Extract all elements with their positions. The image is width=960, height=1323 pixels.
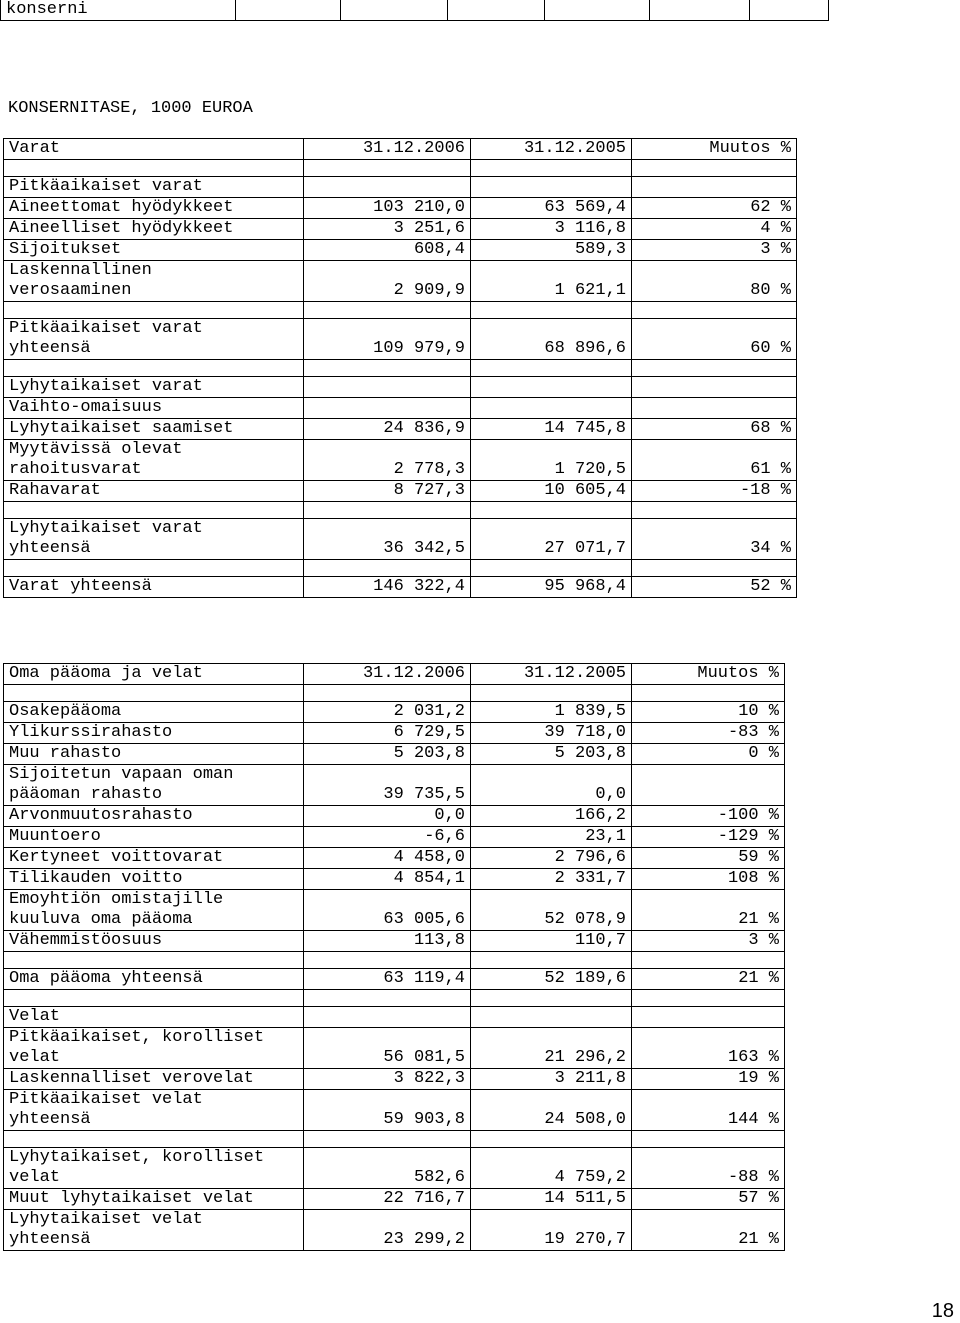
row-value: 52 189,6	[471, 969, 632, 990]
row-value: 24 836,9	[304, 419, 471, 440]
table-row	[4, 198, 797, 219]
blank-cell	[471, 685, 632, 702]
row-value: 80 %	[632, 261, 797, 302]
top-bar-cell	[750, 0, 829, 21]
row-value: 163 %	[632, 1028, 785, 1069]
table-row	[4, 261, 797, 302]
row-value: -88 %	[632, 1148, 785, 1189]
row-value: 0,0	[304, 806, 471, 827]
row-value: 61 %	[632, 440, 797, 481]
blank-cell	[304, 160, 471, 177]
assets-header-cell: Muutos %	[632, 139, 797, 160]
row-value: 5 203,8	[471, 744, 632, 765]
table-row	[4, 519, 797, 560]
row-value: 68 %	[632, 419, 797, 440]
row-label: Pitkäaikaiset velat yhteensä	[4, 1090, 304, 1131]
table-row	[4, 240, 797, 261]
table-row	[4, 398, 797, 419]
row-value: 4 759,2	[471, 1148, 632, 1189]
row-label: Ylikurssirahasto	[4, 723, 304, 744]
row-value: 3 822,3	[304, 1069, 471, 1090]
row-value	[304, 177, 471, 198]
row-value	[471, 398, 632, 419]
row-value	[632, 398, 797, 419]
top-bar-label: konserni	[1, 0, 236, 21]
row-label: Sijoitetun vapaan oman pääoman rahasto	[4, 765, 304, 806]
row-label: Lyhytaikaiset varat	[4, 377, 304, 398]
row-value: 144 %	[632, 1090, 785, 1131]
row-value: 589,3	[471, 240, 632, 261]
row-value: 608,4	[304, 240, 471, 261]
blank-cell	[304, 502, 471, 519]
blank-row	[4, 1131, 785, 1148]
row-value	[632, 765, 785, 806]
row-label: Rahavarat	[4, 481, 304, 502]
blank-row	[4, 360, 797, 377]
top-bar-cell	[650, 0, 750, 21]
blank-cell	[304, 560, 471, 577]
row-label: Varat yhteensä	[4, 577, 304, 598]
row-value: 2 331,7	[471, 869, 632, 890]
row-value: 21 %	[632, 1210, 785, 1251]
page-number: 18	[931, 1300, 954, 1322]
table-row	[4, 744, 785, 765]
blank-cell	[4, 560, 304, 577]
row-label: Muut lyhytaikaiset velat	[4, 1189, 304, 1210]
table-row	[4, 723, 785, 744]
row-value: 4 %	[632, 219, 797, 240]
table-row	[4, 869, 785, 890]
blank-cell	[4, 302, 304, 319]
row-value: 582,6	[304, 1148, 471, 1189]
table-row	[4, 1189, 785, 1210]
table-row	[4, 177, 797, 198]
row-label: Osakepääoma	[4, 702, 304, 723]
equity-tbody	[4, 664, 785, 1251]
row-value: 6 729,5	[304, 723, 471, 744]
row-value: 113,8	[304, 931, 471, 952]
row-value: 62 %	[632, 198, 797, 219]
row-value: 5 203,8	[304, 744, 471, 765]
table-row	[4, 1090, 785, 1131]
blank-row	[4, 160, 797, 177]
row-value: 146 322,4	[304, 577, 471, 598]
table-row	[4, 440, 797, 481]
row-value	[471, 1007, 632, 1028]
table-row	[4, 377, 797, 398]
blank-cell	[304, 990, 471, 1007]
row-value: 60 %	[632, 319, 797, 360]
row-value: 109 979,9	[304, 319, 471, 360]
blank-cell	[632, 360, 797, 377]
table-row	[4, 577, 797, 598]
row-value: 34 %	[632, 519, 797, 560]
table-row	[4, 419, 797, 440]
blank-cell	[304, 360, 471, 377]
row-value	[304, 377, 471, 398]
blank-row	[4, 685, 785, 702]
row-value: 19 %	[632, 1069, 785, 1090]
row-value: 3 251,6	[304, 219, 471, 240]
row-value: 14 511,5	[471, 1189, 632, 1210]
table-row	[4, 806, 785, 827]
row-value: 57 %	[632, 1189, 785, 1210]
blank-cell	[632, 302, 797, 319]
row-value: 4 458,0	[304, 848, 471, 869]
assets-header-cell: Varat	[4, 139, 304, 160]
blank-cell	[4, 160, 304, 177]
table-row	[4, 969, 785, 990]
row-value: 8 727,3	[304, 481, 471, 502]
blank-cell	[632, 685, 785, 702]
row-value: 95 968,4	[471, 577, 632, 598]
blank-cell	[471, 360, 632, 377]
blank-row	[4, 502, 797, 519]
row-label: Tilikauden voitto	[4, 869, 304, 890]
row-value: 24 508,0	[471, 1090, 632, 1131]
row-label: Laskennallinen verosaaminen	[4, 261, 304, 302]
row-label: Pitkäaikaiset, korolliset velat	[4, 1028, 304, 1069]
row-value: 3 211,8	[471, 1069, 632, 1090]
row-label: Pitkäaikaiset varat	[4, 177, 304, 198]
blank-row	[4, 952, 785, 969]
blank-cell	[471, 302, 632, 319]
equity-header-cell: Oma pääoma ja velat	[4, 664, 304, 685]
row-value: 0,0	[471, 765, 632, 806]
blank-row	[4, 560, 797, 577]
row-value: 39 718,0	[471, 723, 632, 744]
blank-cell	[4, 990, 304, 1007]
row-value: 10 605,4	[471, 481, 632, 502]
row-value: 21 %	[632, 969, 785, 990]
row-value: 2 031,2	[304, 702, 471, 723]
row-value: 36 342,5	[304, 519, 471, 560]
blank-cell	[304, 685, 471, 702]
row-value: 3 %	[632, 240, 797, 261]
row-label: Velat	[4, 1007, 304, 1028]
row-value: 4 854,1	[304, 869, 471, 890]
top-bar-cell	[448, 0, 545, 21]
blank-cell	[632, 502, 797, 519]
top-bar-cell	[545, 0, 650, 21]
row-value: 56 081,5	[304, 1028, 471, 1069]
row-value: -6,6	[304, 827, 471, 848]
blank-cell	[632, 1131, 785, 1148]
row-value: 27 071,7	[471, 519, 632, 560]
assets-tbody	[4, 139, 797, 598]
row-value: 1 839,5	[471, 702, 632, 723]
equity-table	[3, 663, 785, 1251]
row-value: -83 %	[632, 723, 785, 744]
row-value: 22 716,7	[304, 1189, 471, 1210]
row-value: -18 %	[632, 481, 797, 502]
row-value: 2 909,9	[304, 261, 471, 302]
row-value: 63 005,6	[304, 890, 471, 931]
row-value	[632, 1007, 785, 1028]
assets-header-row	[4, 139, 797, 160]
row-value: 1 621,1	[471, 261, 632, 302]
row-label: Lyhytaikaiset, korolliset velat	[4, 1148, 304, 1189]
row-label: Lyhytaikaiset varat yhteensä	[4, 519, 304, 560]
row-label: Muu rahasto	[4, 744, 304, 765]
row-label: Muuntoero	[4, 827, 304, 848]
table-row	[4, 219, 797, 240]
assets-header-cell: 31.12.2006	[304, 139, 471, 160]
assets-table	[3, 138, 797, 598]
row-value: 166,2	[471, 806, 632, 827]
row-value: 39 735,5	[304, 765, 471, 806]
row-value: 10 %	[632, 702, 785, 723]
blank-cell	[471, 1131, 632, 1148]
row-value	[304, 398, 471, 419]
blank-cell	[471, 160, 632, 177]
blank-row	[4, 990, 785, 1007]
row-value: 110,7	[471, 931, 632, 952]
row-value: 63 119,4	[304, 969, 471, 990]
table-row	[4, 702, 785, 723]
table-row	[4, 765, 785, 806]
blank-cell	[632, 952, 785, 969]
blank-cell	[304, 302, 471, 319]
row-label: Laskennalliset verovelat	[4, 1069, 304, 1090]
blank-cell	[4, 360, 304, 377]
row-label: Lyhytaikaiset velat yhteensä	[4, 1210, 304, 1251]
row-label: Arvonmuutosrahasto	[4, 806, 304, 827]
row-label: Vaihto-omaisuus	[4, 398, 304, 419]
row-label: Emoyhtiön omistajille kuuluva oma pääoma	[4, 890, 304, 931]
row-value: -100 %	[632, 806, 785, 827]
table-row	[4, 1210, 785, 1251]
blank-cell	[4, 685, 304, 702]
equity-header-cell: 31.12.2006	[304, 664, 471, 685]
blank-cell	[632, 560, 797, 577]
blank-cell	[471, 990, 632, 1007]
blank-cell	[471, 952, 632, 969]
row-value: 63 569,4	[471, 198, 632, 219]
table-row	[4, 1028, 785, 1069]
row-value: 2 778,3	[304, 440, 471, 481]
equity-header-cell: Muutos %	[632, 664, 785, 685]
row-value: 3 %	[632, 931, 785, 952]
table-row	[4, 481, 797, 502]
row-label: Myytävissä olevat rahoitusvarat	[4, 440, 304, 481]
row-value	[632, 377, 797, 398]
equity-header-row	[4, 664, 785, 685]
row-value	[632, 177, 797, 198]
blank-cell	[4, 1131, 304, 1148]
row-label: Sijoitukset	[4, 240, 304, 261]
table-row	[4, 319, 797, 360]
row-label: Oma pääoma yhteensä	[4, 969, 304, 990]
table-row	[4, 1007, 785, 1028]
row-value: 19 270,7	[471, 1210, 632, 1251]
row-value: 0 %	[632, 744, 785, 765]
row-value: -129 %	[632, 827, 785, 848]
table-row	[4, 931, 785, 952]
row-value: 21 296,2	[471, 1028, 632, 1069]
assets-header-cell: 31.12.2005	[471, 139, 632, 160]
blank-cell	[4, 952, 304, 969]
row-value: 23 299,2	[304, 1210, 471, 1251]
table-row	[4, 1148, 785, 1189]
blank-cell	[632, 160, 797, 177]
table-row	[4, 890, 785, 931]
row-value: 68 896,6	[471, 319, 632, 360]
row-value	[471, 377, 632, 398]
equity-header-cell: 31.12.2005	[471, 664, 632, 685]
blank-row	[4, 302, 797, 319]
page-heading: KONSERNITASE, 1000 EUROA	[8, 99, 253, 118]
blank-cell	[471, 560, 632, 577]
table-row	[4, 848, 785, 869]
row-value	[304, 1007, 471, 1028]
table-row	[4, 1069, 785, 1090]
row-label: Pitkäaikaiset varat yhteensä	[4, 319, 304, 360]
blank-cell	[304, 952, 471, 969]
row-value: 52 %	[632, 577, 797, 598]
blank-cell	[632, 990, 785, 1007]
blank-cell	[4, 502, 304, 519]
table-row	[4, 827, 785, 848]
row-value: 59 %	[632, 848, 785, 869]
row-value: 21 %	[632, 890, 785, 931]
blank-cell	[304, 1131, 471, 1148]
top-bar-cell	[236, 0, 341, 21]
row-value: 23,1	[471, 827, 632, 848]
row-value: 103 210,0	[304, 198, 471, 219]
row-value: 2 796,6	[471, 848, 632, 869]
row-value	[471, 177, 632, 198]
row-value: 108 %	[632, 869, 785, 890]
top-bar-cell	[341, 0, 448, 21]
row-value: 1 720,5	[471, 440, 632, 481]
row-label: Aineettomat hyödykkeet	[4, 198, 304, 219]
row-value: 52 078,9	[471, 890, 632, 931]
top-header-bar	[0, 0, 829, 21]
row-value: 3 116,8	[471, 219, 632, 240]
row-label: Aineelliset hyödykkeet	[4, 219, 304, 240]
row-value: 59 903,8	[304, 1090, 471, 1131]
row-label: Lyhytaikaiset saamiset	[4, 419, 304, 440]
row-value: 14 745,8	[471, 419, 632, 440]
blank-cell	[471, 502, 632, 519]
row-label: Kertyneet voittovarat	[4, 848, 304, 869]
row-label: Vähemmistöosuus	[4, 931, 304, 952]
